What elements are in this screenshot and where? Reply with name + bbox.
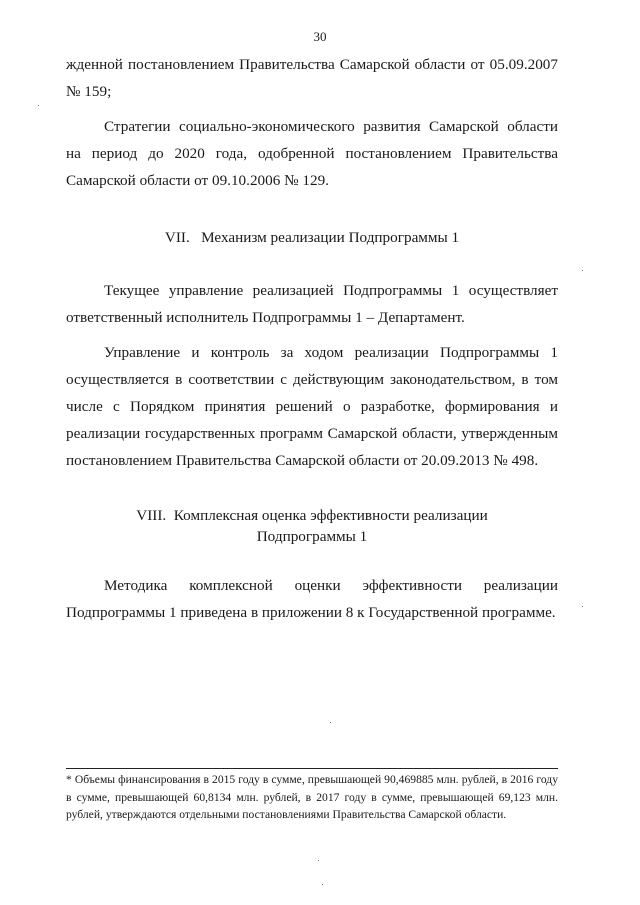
scan-speck [38, 105, 39, 106]
document-body [66, 51, 558, 626]
paragraph-strategy: Стратегии социально-экономического развития Самарской области на период до 2020 года, одобренной постановлением Правительства Самарской области от 09.10.2006 № 129. [66, 118, 558, 189]
scan-speck [582, 270, 583, 271]
paragraph-methodology: Методика комплексной оценки эффективности реализации Подпрограммы 1 приведена в приложении 8 к Государственной программе. [66, 577, 558, 621]
scan-speck [322, 884, 323, 885]
footnote-divider [66, 768, 558, 769]
footnote: * Объемы финансирования в 2015 году в сумме, превышающей 90,469885 млн. рублей, в 2016 году в сумме, превышающей 60,8134 млн. рублей, в 2017 году в сумме, превышающей 69,123 млн. рублей, утверждаются отдельными постановлениями Правительства Самарской области. [66, 773, 558, 821]
section-heading-viii [66, 505, 558, 547]
paragraph-continuation: жденной постановлением Правительства Самарской области от 05.09.2007 № 159; [66, 56, 558, 100]
scan-speck [318, 860, 319, 861]
section-heading-vii: VII. Механизм реализации Подпрограммы 1 [164, 229, 460, 246]
paragraph-management-control: Управление и контроль за ходом реализации Подпрограммы 1 осуществляется в соответствии с действующим законодательством, в том числе с Порядком принятия решений о разработке, формирования и реализации государственных программ Самарской области, утвержденным постановлением Правительства Самарской области от 20.09.2013 № 498. [66, 344, 558, 469]
scan-speck [330, 722, 331, 723]
section-heading-viii-line1: VIII. Комплексная оценка эффективности реализации [136, 507, 488, 524]
paragraph-current-management: Текущее управление реализацией Подпрограммы 1 осуществляет ответственный исполнитель Подпрограммы 1 – Департамент. [66, 282, 558, 326]
section-heading-viii-line2: Подпрограммы 1 [256, 528, 368, 545]
page-number: 30 [313, 29, 327, 44]
scan-speck [582, 606, 583, 607]
